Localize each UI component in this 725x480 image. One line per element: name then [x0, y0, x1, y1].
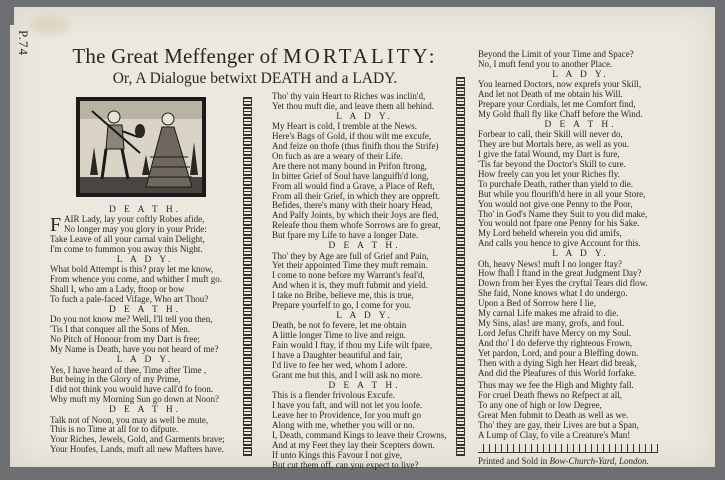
border-ornament-icon	[243, 117, 252, 126]
border-ornament-icon	[456, 247, 465, 256]
drop-cap: F	[50, 214, 62, 237]
border-ornament-icon	[243, 247, 252, 256]
verse-line: How fhall I ftand in the great Judgment Day?	[478, 268, 642, 279]
verse-line: A little longer Time to live and reign.	[272, 330, 406, 341]
verse-line: And calls you hence to give Account for this.	[478, 238, 641, 249]
verse-line: My Lord beheld wherein you did amifs,	[478, 228, 622, 239]
border-ornament-icon	[243, 257, 252, 266]
verse-line: Forbear to call, their Skill will never do,	[478, 129, 623, 140]
border-ornament-icon	[456, 287, 465, 296]
title-prefix: The Great Meffenger of	[72, 44, 283, 68]
border-ornament-icon	[243, 187, 252, 196]
border-ornament-icon	[243, 357, 252, 366]
verse-line: No, I muft fend you to another Place.	[478, 58, 613, 69]
border-ornament-icon	[456, 447, 465, 456]
verse-line: Leave her to Providence, for you muft go	[272, 410, 421, 420]
verse-line: But while you flourifh'd here in all your Store,	[478, 188, 646, 199]
verse-line: Grant me but this, and I will ask no more.	[272, 369, 423, 380]
verse-line: What bold Attempt is this? pray let me know,	[50, 264, 214, 275]
verse-line: She faid, None knows what I do undergo.	[478, 288, 628, 299]
border-ornament-icon	[456, 227, 465, 236]
border-ornament-icon	[456, 277, 465, 286]
speaker-heading: L A D Y.	[336, 111, 393, 122]
verse-column-2	[272, 92, 457, 470]
verse-line: To any one of high or low Degree,	[478, 400, 602, 411]
border-ornament-icon	[456, 297, 465, 306]
border-ornament-icon	[243, 317, 252, 326]
verse-line: No longer may you glory in your Pride:	[64, 224, 207, 235]
border-ornament-icon	[456, 437, 465, 446]
verse-line: But being in the Glory of my Prime,	[50, 374, 181, 385]
verse-line: Lord Jefus Chrift have Mercy on my Soul.	[478, 327, 631, 338]
border-ornament-icon	[456, 317, 465, 326]
speaker-heading: L A D Y.	[336, 310, 393, 321]
imprint-prefix: Printed and Sold in	[478, 456, 550, 466]
border-ornament-icon	[243, 347, 252, 356]
verse-line: Here's Bags of Gold, if thou wilt me excufe,	[272, 131, 432, 142]
verse-line: I have a Daughter beautiful and fair,	[272, 350, 403, 361]
border-ornament-icon	[456, 147, 465, 156]
border-ornament-icon	[243, 107, 252, 116]
document-subtitle: Or, A Dialogue betwixt DEATH and a LADY.	[112, 70, 398, 87]
verse-line: In bitter Grief of Soul have languifh'd long,	[272, 170, 429, 181]
verse-line: Shall I, who am a Lady, ftoop or bow	[50, 284, 185, 295]
paper-stain	[30, 15, 70, 35]
verse-column-1	[50, 205, 240, 455]
border-ornament-icon	[456, 127, 465, 136]
speaker-heading: D E A T H.	[544, 119, 617, 130]
verse-line: I'm come to fummon you away this Night.	[50, 244, 203, 255]
border-ornament-icon	[243, 387, 252, 396]
border-ornament-icon	[456, 77, 465, 86]
document-title	[60, 44, 450, 68]
verse-line: I, Death, command Kings to leave their Crowns,	[272, 429, 447, 440]
verse-line: You would not fpare one Penny for his Sake.	[478, 218, 640, 229]
verse-line: And when it is, they muft fubmit and yield.	[272, 280, 428, 291]
verse-line: My Sins, alas! are many, grofs, and foul.	[478, 317, 625, 328]
border-ornament-icon	[456, 417, 465, 426]
verse-line: Tho' they are gay, their Lives are but a Span,	[478, 420, 639, 431]
ornamental-border-right	[456, 77, 466, 457]
border-ornament-icon	[456, 117, 465, 126]
border-ornament-icon	[456, 177, 465, 186]
verse-line: Down from her Eyes the cryftal Tears did flow.	[478, 278, 648, 289]
border-ornament-icon	[456, 337, 465, 346]
verse-line: To purchafe Death, rather than yield to die.	[478, 178, 634, 189]
speaker-heading: L A D Y.	[116, 255, 174, 266]
verse-line: Tho' in God's Name they Suit to you did make,	[478, 208, 648, 219]
verse-line: This is no Time at all for to difpute.	[50, 424, 179, 435]
death-and-lady-woodcut-icon	[76, 97, 206, 197]
verse-line: And tho' I do deferve thy righteous Frown,	[478, 337, 633, 348]
border-ornament-icon	[243, 367, 252, 376]
border-ornament-icon	[456, 387, 465, 396]
verse-line: And did the Pleafures of this World forfake.	[478, 367, 637, 378]
verse-line: But cut them off, can you expect to live?	[272, 459, 419, 470]
border-ornament-icon	[243, 427, 252, 436]
verse-line: 'Tis far beyond the Doctor's Skill to cure.	[478, 158, 626, 169]
verse-line: Death, be not fo fevere, let me obtain	[272, 320, 407, 331]
border-ornament-icon	[243, 297, 252, 306]
border-ornament-icon	[456, 357, 465, 366]
border-ornament-icon	[456, 267, 465, 276]
verse-line: Your Riches, Jewels, Gold, and Garments brave;	[50, 434, 225, 445]
verse-line: My carnal Life makes me afraid to die.	[478, 308, 619, 319]
border-ornament-icon	[456, 97, 465, 106]
verse-line: And let not Death of me obtain his Will.	[478, 89, 623, 100]
speaker-heading: L A D Y.	[552, 249, 609, 260]
verse-line: Upon a Bed of Sorrow here I lie,	[478, 298, 596, 309]
verse-line: For cruel Death fhews no Refpect at all,	[478, 390, 622, 401]
border-ornament-icon	[456, 217, 465, 226]
verse-column-3	[478, 50, 683, 441]
verse-line: Along with me, whether you will or no.	[272, 419, 415, 430]
verse-line: Beyond the Limit of your Time and Space?	[478, 49, 634, 59]
border-ornament-icon	[456, 427, 465, 436]
verse-line: Talk not of Noon, you may as well be mute,	[50, 414, 209, 425]
verse-line: No Pitch of Honour from my Dart is free;	[50, 334, 200, 345]
verse-line: I come to none before my Warrant's feal'd,	[272, 270, 425, 281]
border-ornament-icon	[243, 407, 252, 416]
border-ornament-icon	[243, 157, 252, 166]
border-ornament-icon	[456, 87, 465, 96]
verse-line: My Heart is cold, I tremble at the News.	[272, 121, 417, 132]
verse-line: I did not think you would have call'd fo foon.	[50, 384, 214, 395]
speaker-heading: L A D Y.	[116, 355, 174, 366]
imprint-place: Bow-Church-Yard, London.	[549, 456, 649, 466]
border-ornament-icon	[243, 277, 252, 286]
border-ornament-icon	[456, 207, 465, 216]
verse-line: Fain would I ftay, if thou my Life wilt fpare,	[272, 340, 433, 351]
verse-line: They are but Mortals here, as well as you.	[478, 139, 629, 150]
border-ornament-icon	[243, 217, 252, 226]
verse-line: And at my Feet they lay their Scepters down.	[272, 439, 435, 450]
verse-line: My Gold fhall fly like Chaff before the Wind.	[478, 108, 643, 119]
ornamental-rule	[478, 444, 658, 453]
verse-line: Releafe thou them whofe Sorrows are fo great,	[272, 220, 441, 231]
verse-line: Prepare your Cordials, let me Comfort find,	[478, 99, 636, 110]
border-ornament-icon	[456, 167, 465, 176]
border-ornament-icon	[456, 407, 465, 416]
border-ornament-icon	[456, 397, 465, 406]
verse-line: Take Leave of all your carnal vain Delight,	[50, 234, 205, 245]
border-ornament-icon	[456, 107, 465, 116]
border-ornament-icon	[243, 267, 252, 276]
verse-line: Tho' thy vain Heart to Riches was inclin'd,	[272, 91, 426, 101]
verse-line: From all their Grief, in which they are oppreft.	[272, 190, 440, 201]
verse-line: On fuch as are a weary of their Life.	[272, 150, 403, 161]
border-ornament-icon	[243, 337, 252, 346]
border-ornament-icon	[243, 377, 252, 386]
border-ornament-icon	[243, 137, 252, 146]
verse-line: A Lump of Clay, fo vile a Creature's Man!	[478, 429, 631, 440]
verse-line: You learned Doctors, now exprefs your Skill,	[478, 79, 642, 90]
verse-line: Yet thou muft die, and leave them all behind.	[272, 100, 435, 111]
verse-line: If unto Kings this Favour I not give,	[272, 449, 402, 460]
verse-line: Prepare yourfelf to go, I come for you.	[272, 300, 412, 311]
verse-line: Great Men fubmit to Death as well as we.	[478, 410, 629, 421]
border-ornament-icon	[243, 397, 252, 406]
verse-line: 'Tis I that conquer all the Sons of Men.	[50, 324, 191, 335]
border-ornament-icon	[243, 97, 252, 106]
border-ornament-icon	[456, 187, 465, 196]
border-ornament-icon	[456, 137, 465, 146]
speaker-heading: L A D Y.	[552, 69, 609, 80]
verse-line: Are there not many bound in Prifon ftrong,	[272, 160, 427, 171]
verse-line: My Name is Death, have you not heard of me?	[50, 344, 219, 355]
verse-line: I give the fatal Wound, my Dart is fure,	[478, 149, 620, 160]
verse-line: I take no Bribe, believe me, this is true,	[272, 290, 414, 301]
border-ornament-icon	[456, 197, 465, 206]
border-ornament-icon	[456, 307, 465, 316]
verse-line: How freely can you let your Riches fly.	[478, 168, 620, 179]
border-ornament-icon	[243, 197, 252, 206]
verse-line: Yet pardon, Lord, and pour a Bleffing down.	[478, 347, 639, 358]
border-ornament-icon	[243, 307, 252, 316]
verse-line: Why muft my Morning Sun go down at Noon?	[50, 394, 219, 405]
woodcut-illustration	[76, 97, 206, 197]
verse-line: Yet their appointed Time they muft remain.	[272, 260, 428, 271]
verse-line: Your Houfes, Lands, muft all new Mafters have.	[50, 444, 225, 455]
verse-line: This is a flender frivolous Excufe.	[272, 390, 395, 401]
title-caps: MORTALITY:	[283, 44, 438, 68]
border-ornament-icon	[456, 237, 465, 246]
border-ornament-icon	[243, 237, 252, 246]
verse-line: You would not give one Penny to the Poor,	[478, 198, 633, 209]
ornamental-border-left	[243, 97, 253, 457]
border-ornament-icon	[243, 207, 252, 216]
speaker-heading: D E A T H.	[108, 405, 182, 416]
verse-line: I have you faft, and will not let you loofe.	[272, 400, 423, 411]
border-ornament-icon	[243, 417, 252, 426]
verse-line: Yes, I have heard of thee, Time after Time ,	[50, 364, 207, 375]
border-ornament-icon	[456, 367, 465, 376]
verse-line: From whence you come, and whither I muft go.	[50, 274, 222, 285]
border-ornament-icon	[243, 177, 252, 186]
verse-line: Befides, there's many with their hoary Head,	[272, 200, 433, 211]
border-ornament-icon	[456, 327, 465, 336]
shelfmark: P.74	[16, 30, 31, 57]
verse-line: I'd live to fee her wed, whom I adore.	[272, 359, 408, 370]
verse-line: To fuch a pale-faced Vifage, Who art Thou?	[50, 294, 209, 305]
border-ornament-icon	[243, 147, 252, 156]
verse-line: Do you not know me? Well, I'll tell you then,	[50, 314, 213, 325]
verse-line: And Palfy Joints, by which their Joys are fled,	[272, 210, 439, 221]
border-ornament-icon	[243, 127, 252, 136]
border-ornament-icon	[243, 447, 252, 456]
verse-line: Thus may we fee the High and Mighty fall.	[478, 380, 634, 391]
speaker-heading: D E A T H.	[108, 205, 182, 215]
border-ornament-icon	[243, 167, 252, 176]
border-ornament-icon	[243, 287, 252, 296]
border-ornament-icon	[243, 227, 252, 236]
verse-line: Tho' they by Age are full of Grief and Pain,	[272, 250, 429, 261]
border-ornament-icon	[243, 327, 252, 336]
verse-line: And feize on thofe (thus finifh thou the Strife)	[272, 141, 439, 152]
border-ornament-icon	[456, 157, 465, 166]
border-ornament-icon	[456, 257, 465, 266]
speaker-heading: D E A T H.	[328, 380, 401, 391]
speaker-heading: D E A T H.	[328, 241, 401, 252]
verse-line: But fpare my Life to have a longer Date.	[272, 230, 419, 241]
verse-line: Oh, heavy News! muft I no longer ftay?	[478, 258, 622, 269]
speaker-heading: D E A T H.	[108, 305, 182, 316]
border-ornament-icon	[456, 377, 465, 386]
verse-line: Then with a dying Sigh her Heart did break,	[478, 357, 637, 368]
imprint	[478, 456, 649, 467]
border-ornament-icon	[243, 437, 252, 446]
verse-line: AIR Lady, lay your coftly Robes afide,	[64, 214, 205, 225]
verse-line: From all would find a Grave, a Place of Reft,	[272, 180, 435, 191]
border-ornament-icon	[456, 347, 465, 356]
